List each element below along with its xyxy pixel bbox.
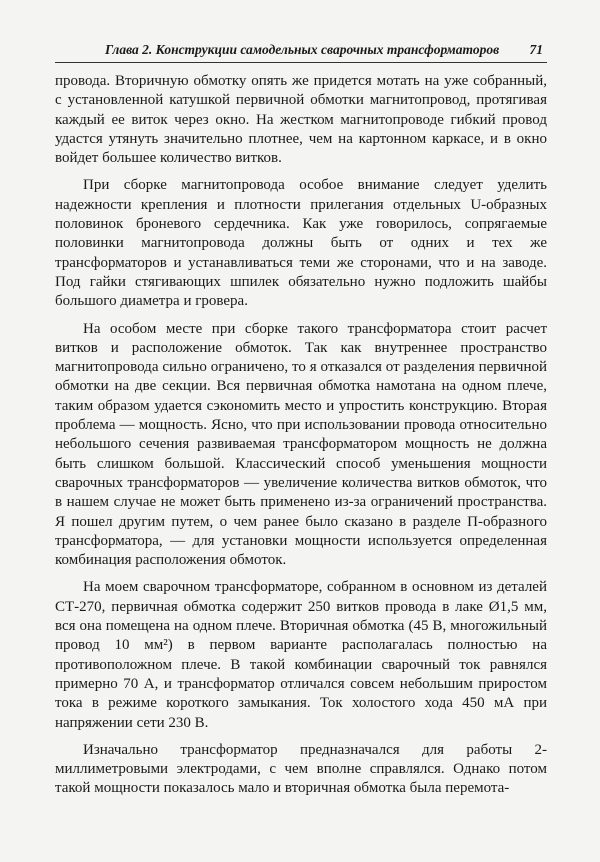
paragraph-2: При сборке магнитопровода особое внимание следует уделить надежности крепления и плотности прилегания отдельных U-образных половинок броневого сердечника. Как уже говорилось, сопрягаемые половинки магнитопровода должны быть от одних и тех же трансформаторов и устанавливаться теми же сторонами, что и на заводе. Под гайки стягивающих шпилек обязательно нужно подложить шайбы большого диаметра и гровера.: [55, 177, 547, 310]
page-number: 71: [529, 42, 543, 57]
page-body: [55, 72, 547, 799]
paragraph-5: Изначально трансформатор предназначался для работы 2-миллиметровыми электродами, с чем вполне справлялся. Однако потом такой мощности показалось мало и вторичная обмотка была перемота-: [55, 741, 547, 797]
chapter-title: Глава 2. Конструкции самодельных сварочных трансформаторов: [105, 42, 500, 57]
paragraph-3: На особом месте при сборке такого трансформатора стоит расчет витков и расположение обмоток. Так как внутреннее пространство магнитопровода сильно ограничено, то я отказался от разделения первичной обмотки на две секции. Вся первичная обмотка намотана на одном плече, таким образом удается сэкономить место и упростить конструкцию. Вторая проблема — мощность. Ясно, что при использовании провода относительно небольшого сечения развиваемая трансформатором мощность не должна быть слишком большой. Классический способ уменьшения мощности сварочных трансформаторов — увеличение количества витков обмоток, что в нашем случае не может быть применено из-за ограничений пространства. Я пошел другим путем, о чем ранее было сказано в разделе П-образного трансформатора, — для установки мощности используется определенная комбинация расположения обмоток.: [55, 320, 547, 569]
paragraph-1: провода. Вторичную обмотку опять же придется мотать на уже собранный, с установленной катушкой первичной обмотки магнитопровод, протягивая каждый ее виток через окно. На жестком магнитопроводе гибкий провод удастся утянуть значительно плотнее, чем на картонном каркасе, и в окно войдет большее количество витков.: [55, 73, 547, 167]
paragraph-4: На моем сварочном трансформаторе, собранном в основном из деталей СТ-270, первичная обмотка содержит 250 витков провода в лаке Ø1,5 мм, вся она помещена на одном плече. Вторичная обмотка (45 В, многожильный провод 10 мм²) в первом варианте располагалась полностью на противоположном плече. В такой комбинации сварочный ток равнялся примерно 70 А, и трансформатор отличался совсем небольшим приростом тока в режиме короткого замыкания. Ток холостого хода 450 мА при напряжении сети 230 В.: [55, 579, 547, 731]
running-header: [55, 40, 547, 63]
